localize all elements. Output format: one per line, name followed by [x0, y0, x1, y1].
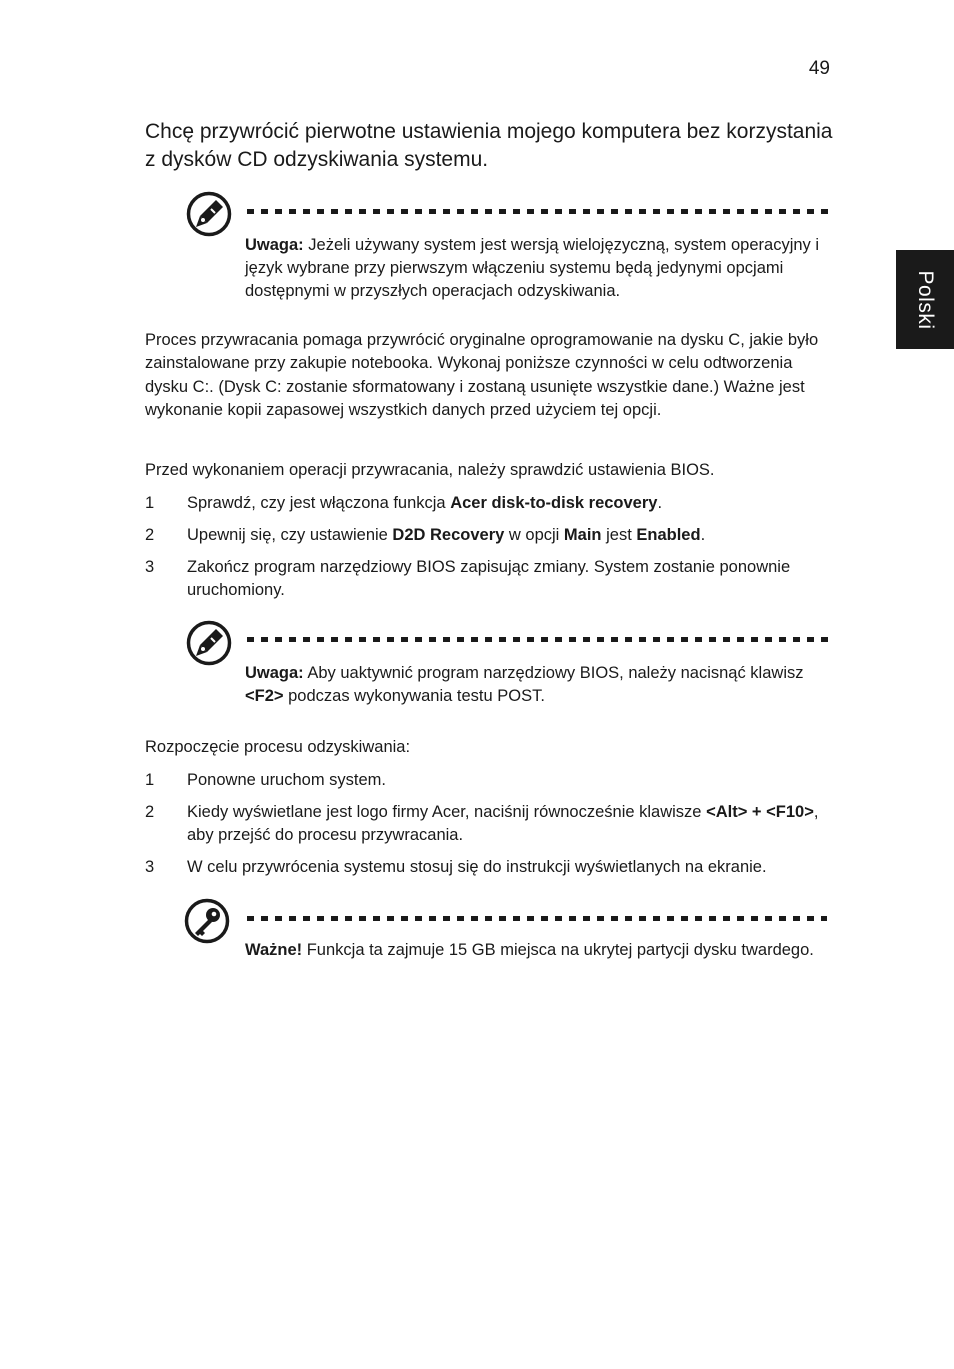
note-body: Funkcja ta zajmuje 15 GB miejsca na ukrytej partycji dysku twardego.: [302, 941, 814, 959]
list-item: Ponowne uruchom system.: [187, 771, 387, 789]
note-label: Ważne!: [245, 941, 303, 959]
page-number: 49: [808, 58, 830, 79]
list-item: [187, 801, 835, 847]
note-label: Uwaga:: [245, 664, 304, 682]
list-item-bold: Acer disk-to-disk recovery: [450, 494, 658, 512]
note-body: Jeżeli używany system jest wersją wielojęzyczną, system operacyjny i język wybrane przy pierwszym włączeniu systemu będą jedynymi opcjami dostępnymi w przyszłych operacjach odzyskiwania.: [245, 236, 820, 300]
list-item-number: 1: [145, 494, 155, 512]
list-item-number: 1: [145, 771, 155, 789]
list-item-text: Kiedy wyświetlane jest logo firmy Acer, naciśnij równocześnie klawisze: [187, 803, 707, 821]
note-pen-icon: [186, 620, 232, 666]
list-item-bold: <Alt> + <F10>: [706, 803, 814, 821]
note-key: <F2>: [245, 687, 284, 705]
list-item-number: 2: [145, 803, 155, 821]
language-tab-label: Polski: [914, 269, 937, 330]
list-item: [187, 492, 835, 515]
language-tab: [896, 250, 954, 349]
list-item-text: , aby przejść do procesu przywracania.: [187, 803, 819, 844]
note-body: Aby uaktywnić program narzędziowy BIOS, należy nacisnąć klawisz: [303, 664, 804, 682]
list-item-number: 3: [145, 858, 155, 876]
list-item: [187, 524, 835, 547]
recovery-start-paragraph: Rozpoczęcie procesu odzyskiwania:: [145, 738, 411, 756]
list-item-bold: Main: [563, 526, 602, 544]
list-item-text: Upewnij się, czy ustawienie: [187, 526, 393, 544]
note-pen-icon: [186, 191, 232, 237]
bios-check-paragraph: Przed wykonaniem operacji przywracania, należy sprawdzić ustawienia BIOS.: [145, 461, 715, 479]
list-item-text: Sprawdź, czy jest włączona funkcja: [187, 494, 451, 512]
note-wazne: [245, 939, 835, 962]
list-item-text: .: [700, 526, 706, 544]
list-item-number: 2: [145, 526, 155, 544]
list-item-bold: Enabled: [636, 526, 701, 544]
list-item: Zakończ program narzędziowy BIOS zapisując zmiany. System zostanie ponownie uruchomiony.: [187, 558, 791, 599]
note-divider: [247, 916, 827, 921]
list-item: W celu przywrócenia systemu stosuj się do instrukcji wyświetlanych na ekranie.: [187, 858, 767, 876]
note-divider: [247, 637, 830, 642]
list-item-text: w opcji: [504, 526, 564, 544]
important-key-icon: [184, 898, 230, 944]
list-item-text: .: [657, 494, 663, 512]
list-item-text: jest: [601, 526, 637, 544]
section-heading: Chcę przywrócić pierwotne ustawienia mojego komputera bez korzystania z dysków CD odzyskiwania systemu.: [145, 120, 833, 171]
list-item-number: 3: [145, 558, 155, 576]
note-uwaga-2: [245, 662, 835, 708]
recovery-intro-paragraph: Proces przywracania pomaga przywrócić oryginalne oprogramowanie na dysku C, jakie było zainstalowane przy zakupie notebooka. Wykonaj poniższe czynności w celu odtworzenia dysku C:. (Dysk C: zostanie sformatowany i zostaną usunięte wszystkie dane.) Ważne jest wykonanie kopii zapasowej wszystkich danych przed użyciem tej opcji.: [145, 331, 819, 419]
note-divider: [247, 209, 830, 214]
note-uwaga-1: [245, 234, 835, 303]
note-label: Uwaga:: [245, 236, 304, 254]
note-body: podczas wykonywania testu POST.: [283, 687, 545, 705]
list-item-bold: D2D Recovery: [392, 526, 505, 544]
